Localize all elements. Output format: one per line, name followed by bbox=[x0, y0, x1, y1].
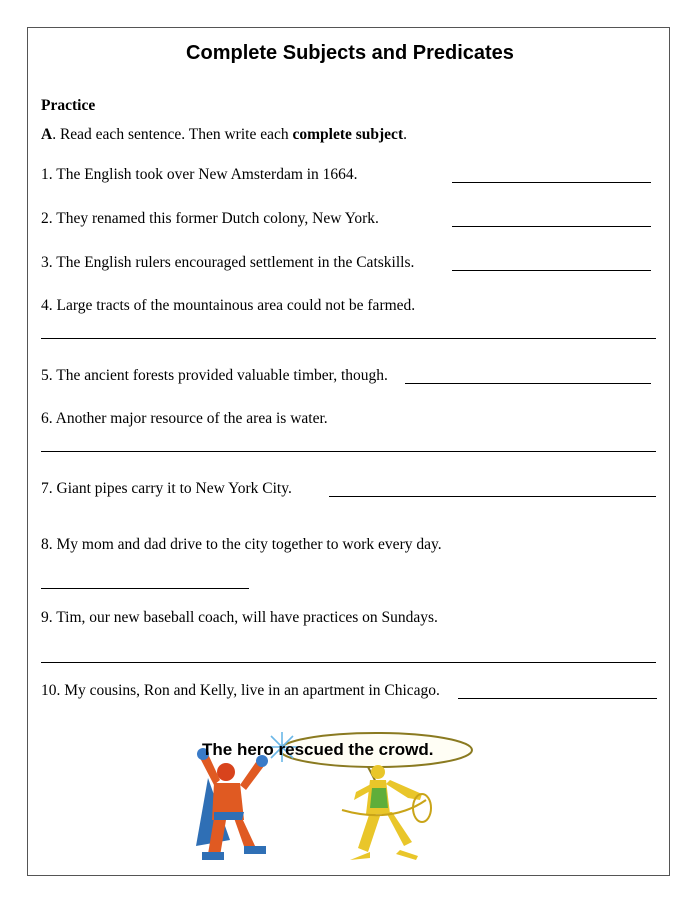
answer-line-2[interactable] bbox=[452, 226, 651, 227]
answer-line-9[interactable] bbox=[41, 662, 656, 663]
instruction-end: . bbox=[403, 126, 407, 143]
section-heading: Practice bbox=[41, 97, 96, 114]
answer-line-5[interactable] bbox=[405, 383, 651, 384]
answer-line-8[interactable] bbox=[41, 588, 249, 589]
sentence-1: 1. The English took over New Amsterdam in 1664. bbox=[41, 166, 358, 183]
sentence-2: 2. They renamed this former Dutch colony, New York. bbox=[41, 210, 379, 227]
page-title: Complete Subjects and Predicates bbox=[186, 42, 514, 64]
hero-illustration bbox=[190, 728, 490, 868]
instruction-emphasis: complete subject bbox=[292, 126, 404, 143]
sentence-8: 8. My mom and dad drive to the city together to work every day. bbox=[41, 536, 442, 553]
sentence-3: 3. The English rulers encouraged settlement in the Catskills. bbox=[41, 254, 415, 271]
answer-line-4[interactable] bbox=[41, 338, 656, 339]
instruction-body: . Read each sentence. Then write each bbox=[52, 126, 293, 143]
sentence-9: 9. Tim, our new baseball coach, will have practices on Sundays. bbox=[41, 609, 438, 626]
answer-line-7[interactable] bbox=[329, 496, 656, 497]
illustration-caption: The hero rescued the crowd. bbox=[202, 740, 434, 759]
sentence-6: 6. Another major resource of the area is water. bbox=[41, 410, 328, 427]
sentence-10: 10. My cousins, Ron and Kelly, live in an apartment in Chicago. bbox=[41, 682, 440, 699]
instruction-text bbox=[41, 126, 407, 144]
strong-hero-figure bbox=[196, 748, 268, 860]
sentence-7: 7. Giant pipes carry it to New York City. bbox=[41, 480, 292, 497]
sentence-5: 5. The ancient forests provided valuable timber, though. bbox=[41, 367, 388, 384]
lasso-hero-figure bbox=[342, 765, 431, 860]
answer-line-1[interactable] bbox=[452, 182, 651, 183]
instruction-letter: A bbox=[41, 126, 53, 143]
answer-line-10[interactable] bbox=[458, 698, 657, 699]
answer-line-6[interactable] bbox=[41, 451, 656, 452]
answer-line-3[interactable] bbox=[452, 270, 651, 271]
sentence-4: 4. Large tracts of the mountainous area could not be farmed. bbox=[41, 297, 416, 314]
